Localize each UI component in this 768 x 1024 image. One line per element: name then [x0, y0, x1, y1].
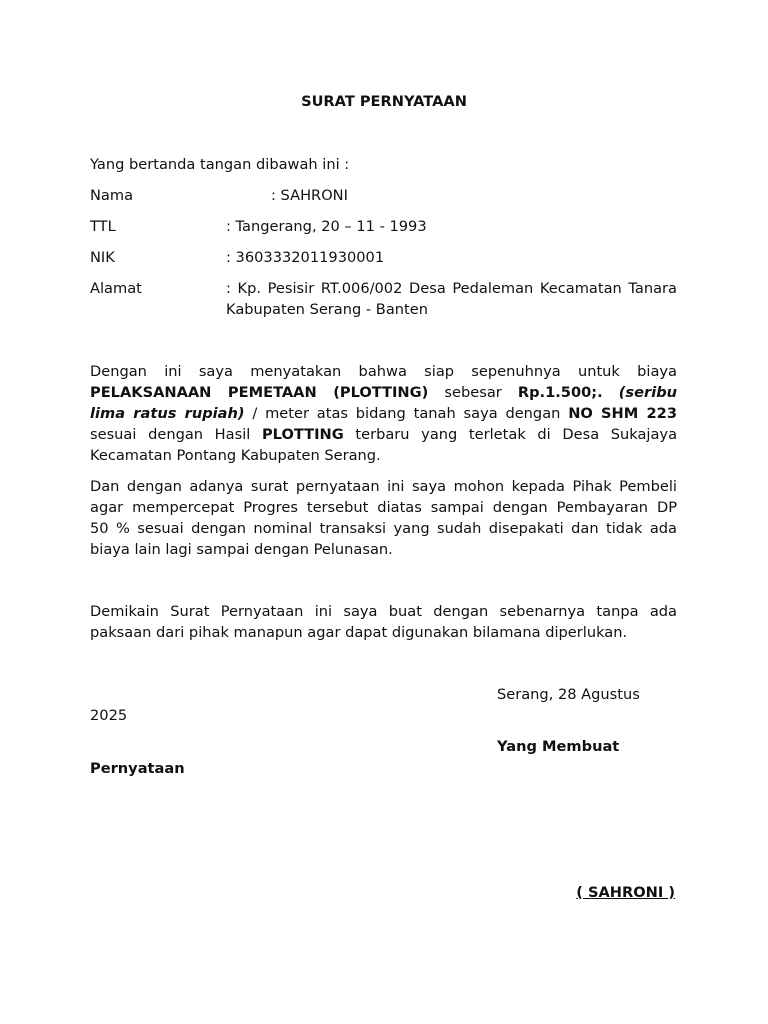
place-date: Serang, 28 Agustus — [497, 686, 640, 703]
p3-line-1: Demikain Surat Pernyataan ini saya buat dengan sebenarnya tanpa ada — [90, 603, 677, 620]
p1-sebesar: sebesar — [444, 384, 502, 401]
alamat-label: Alamat — [90, 280, 142, 297]
p1-plotting: PLOTTING — [261, 426, 344, 443]
alamat-line-2: Kabupaten Serang - Banten — [226, 301, 428, 318]
p1-line-1: Dengan ini saya menyatakan bahwa siap sepenuhnya untuk biaya — [90, 363, 677, 380]
statement-paragraph-2 — [90, 476, 677, 560]
nik-label: NIK — [90, 249, 115, 266]
p1-amount: Rp.1.500;. — [517, 384, 603, 401]
nama-value: : SAHRONI — [271, 187, 348, 204]
p2-line-2: agar mempercepat Progres tersebut diatas sampai dengan Pembayaran DP — [90, 499, 677, 516]
p1-line-5: Kecamatan Pontang Kabupaten Serang. — [90, 447, 381, 464]
p2-line-1: Dan dengan adanya surat pernyataan ini saya mohon kepada Pihak Pembeli — [90, 478, 677, 495]
p1-per-meter: / meter atas bidang tanah saya dengan — [252, 405, 561, 422]
document-title: SURAT PERNYATAAN — [301, 93, 467, 110]
ttl-value: : Tangerang, 20 – 11 - 1993 — [226, 218, 427, 235]
p1-location: terbaru yang terletak di Desa Sukajaya — [355, 426, 678, 443]
p1-amount-words-end: lima ratus rupiah) — [90, 405, 245, 422]
p1-sesuai: sesuai dengan Hasil — [90, 426, 251, 443]
maker-label-2: Pernyataan — [90, 760, 185, 777]
statement-paragraph-1 — [90, 361, 677, 466]
intro-text: Yang bertanda tangan dibawah ini : — [90, 156, 350, 173]
p1-amount-words-start: (seribu — [618, 384, 678, 401]
closing-paragraph — [90, 601, 677, 643]
p2-line-3: 50 % sesuai dengan nominal transaksi yang sudah disepakati dan tidak ada — [90, 520, 677, 537]
alamat-value — [226, 278, 677, 320]
p1-shm-number: NO SHM 223 — [568, 405, 677, 422]
p1-line-3 — [90, 403, 677, 424]
alamat-line-1: : Kp. Pesisir RT.006/002 Desa Pedaleman Kecamatan Tanara — [226, 280, 677, 297]
maker-label-1: Yang Membuat — [497, 738, 620, 755]
year: 2025 — [90, 707, 128, 724]
signature-name: ( SAHRONI ) — [576, 884, 675, 901]
ttl-label: TTL — [90, 218, 116, 235]
p2-line-4: biaya lain lagi sampai dengan Pelunasan. — [90, 541, 393, 558]
p1-line-4 — [90, 424, 677, 445]
nama-label: Nama — [90, 187, 134, 204]
p3-line-2: paksaan dari pihak manapun agar dapat digunakan bilamana diperlukan. — [90, 624, 628, 641]
p1-bold-service: PELAKSANAAN PEMETAAN (PLOTTING) — [90, 384, 429, 401]
p1-line-2 — [90, 382, 677, 403]
nik-value: : 3603332011930001 — [226, 249, 385, 266]
